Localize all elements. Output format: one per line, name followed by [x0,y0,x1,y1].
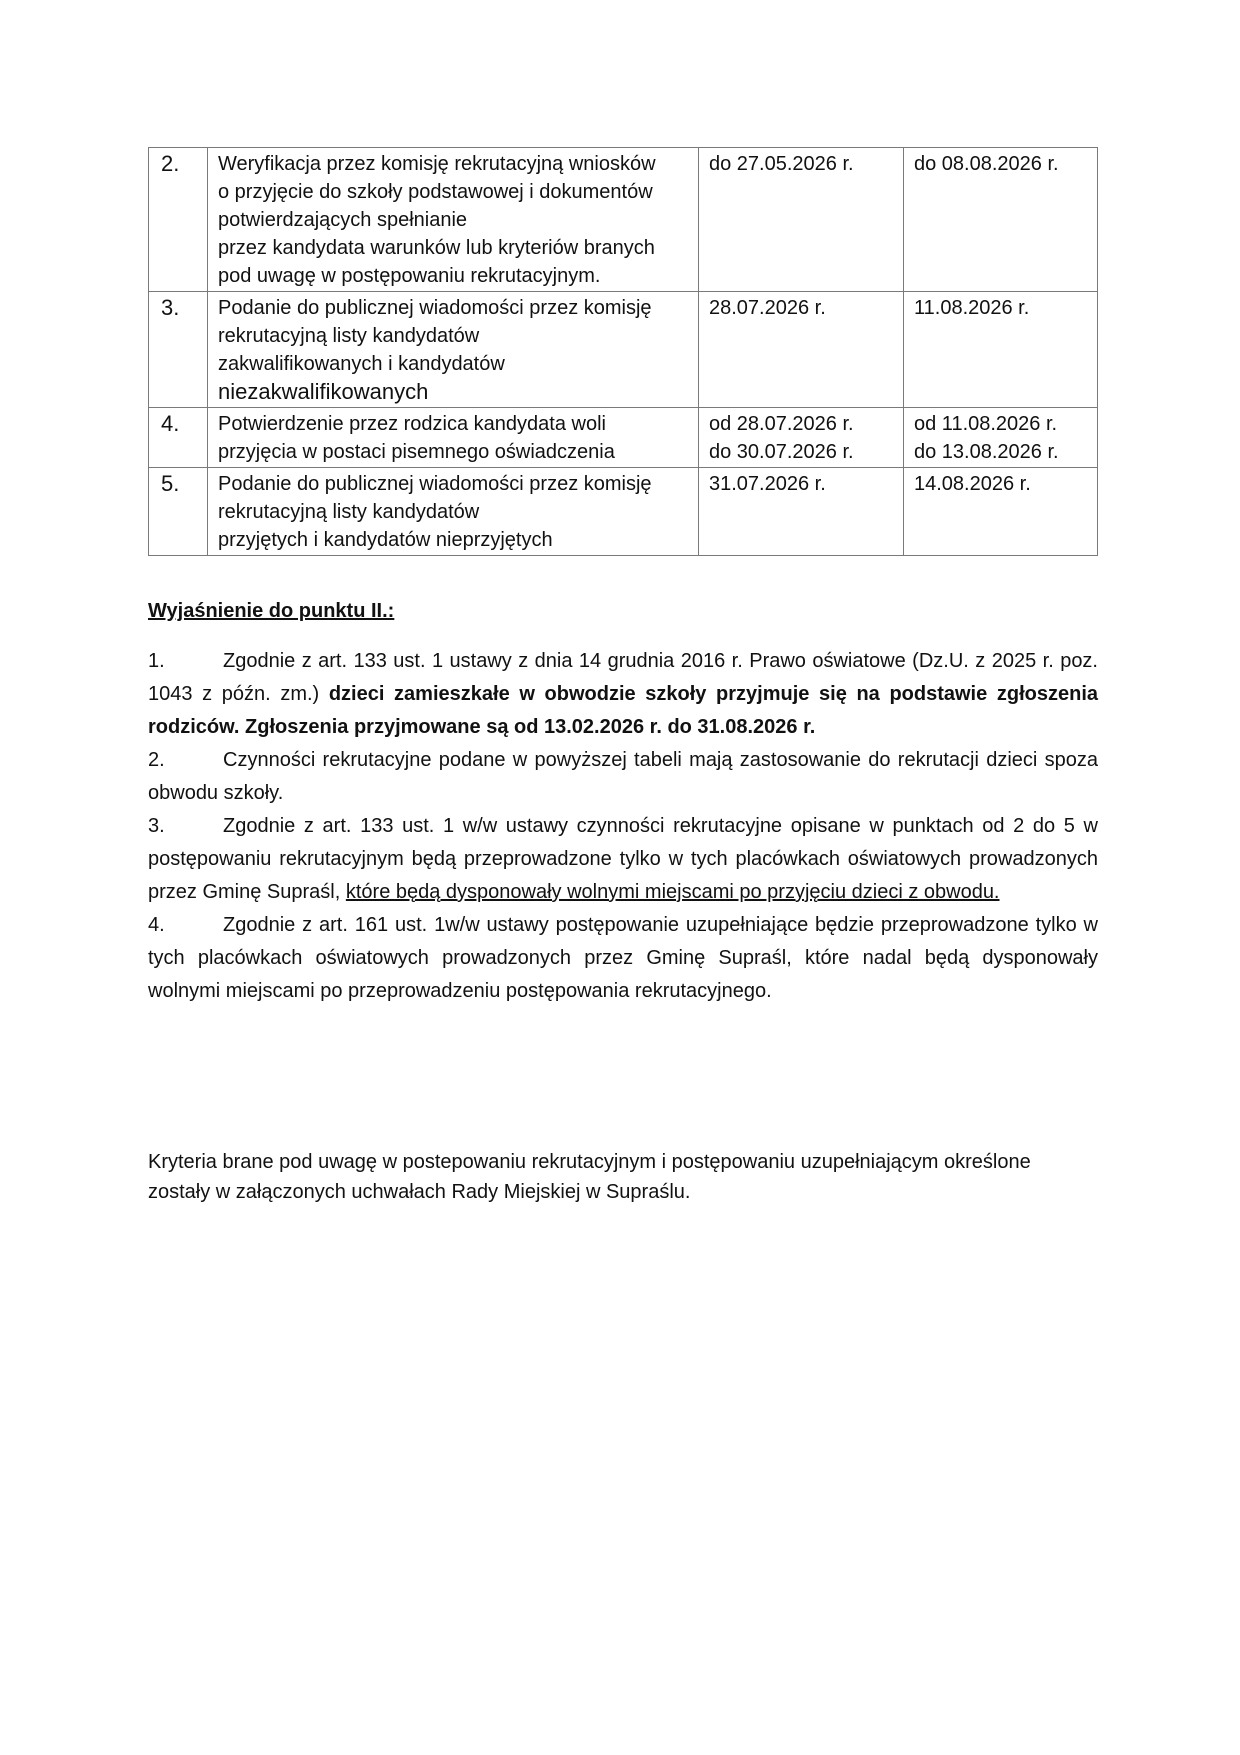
schedule-table-body [149,148,1098,556]
activity-description-cell-line: Potwierdzenie przez rodzica kandydata woli [218,413,606,435]
supplementary-date-cell-line: 11.08.2026 r. [914,297,1030,319]
activity-description-cell-line: rekrutacyjną listy kandydatów [218,325,480,347]
activity-description-cell-line: Weryfikacja przez komisję rekrutacyjną wniosków [218,153,656,175]
recruitment-date-cell-line: od 28.07.2026 r. [709,413,854,435]
supplementary-date-cell [904,408,1098,468]
explanation-item-3 [148,810,1098,909]
activity-description-cell-line: przyjętych i kandydatów nieprzyjętych [218,529,553,551]
activity-description-cell-line: potwierdzających spełnianie [218,209,468,231]
criteria-note-line-1: Kryteria brane pod uwagę w postepowaniu rekrutacyjnym i postępowaniu uzupełniającym określone [148,1151,1031,1173]
activity-description-cell [208,148,699,292]
explanation-item-number: 4. [148,914,165,936]
recruitment-date-cell [699,408,904,468]
activity-description-cell-line: przez kandydata warunków lub kryteriów branych [218,237,655,259]
explanation-item-1 [148,645,1098,744]
activity-description-cell [208,292,699,408]
supplementary-date-cell-line: do 08.08.2026 r. [914,153,1059,175]
explanation-item-text: Zgodnie z art. 133 ust. 1 ustawy z dnia 14 grudnia 2016 r. Prawo oświatowe (Dz.U. z 2025 r. poz. 1043 z późn. zm.) [148,650,1098,705]
supplementary-date-cell-line: od 11.08.2026 r. [914,413,1058,435]
activity-description-cell [208,408,699,468]
activity-description-cell [208,468,699,556]
activity-description-cell-line: o przyjęcie do szkoły podstawowej i dokumentów [218,181,653,203]
explanation-item-bold-text: dzieci zamieszkałe w obwodzie szkoły przyjmuje się na podstawie zgłoszenia rodziców. Zgłoszenia przyjmowane są od 13.02.2026 r. do 31.08.2026 r. [148,683,1098,738]
explanation-list [148,645,1098,1008]
row-number-cell: 3. [149,292,208,408]
criteria-note [148,1147,1098,1207]
explanation-item-number: 2. [148,749,165,771]
activity-description-cell-line: zakwalifikowanych i kandydatów [218,353,505,375]
recruitment-date-cell [699,468,904,556]
table-row [149,408,1098,468]
explanation-item-text: Zgodnie z art. 161 ust. 1w/w ustawy postępowanie uzupełniające będzie przeprowadzone tylko w tych placówkach oświatowych prowadzonych przez Gminę Supraśl, które nadal będą dysponowały wolnymi miejscami po przeprowadzeniu postępowania rekrutacyjnego. [148,914,1098,1002]
explanation-item-4 [148,909,1098,1008]
recruitment-date-cell-line: do 30.07.2026 r. [709,441,854,463]
recruitment-date-cell [699,292,904,408]
explanation-heading: Wyjaśnienie do punktu II.: [148,600,395,622]
activity-description-cell-line: pod uwagę w postępowaniu rekrutacyjnym. [218,265,601,287]
recruitment-schedule-table [148,147,1098,556]
explanation-item-number: 3. [148,815,165,837]
table-row [149,468,1098,556]
supplementary-date-cell-line: 14.08.2026 r. [914,473,1031,495]
recruitment-date-cell [699,148,904,292]
supplementary-date-cell-line: do 13.08.2026 r. [914,441,1059,463]
recruitment-date-cell-line: 28.07.2026 r. [709,297,826,319]
activity-description-cell-line: Podanie do publicznej wiadomości przez komisję [218,297,652,319]
table-row [149,292,1098,408]
supplementary-date-cell [904,468,1098,556]
activity-description-cell-line: Podanie do publicznej wiadomości przez komisję [218,473,652,495]
recruitment-date-cell-line: 31.07.2026 r. [709,473,826,495]
activity-description-cell-line: niezakwalifikowanych [218,379,429,404]
criteria-note-line-2: zostały w załączonych uchwałach Rady Miejskiej w Supraślu. [148,1181,691,1203]
activity-description-cell-line: rekrutacyjną listy kandydatów [218,501,480,523]
row-number-cell: 5. [149,468,208,556]
explanation-item-number: 1. [148,650,165,672]
activity-description-cell-line: przyjęcia w postaci pisemnego oświadczenia [218,441,615,463]
table-row [149,148,1098,292]
explanation-item-2 [148,744,1098,810]
recruitment-date-cell-line: do 27.05.2026 r. [709,153,854,175]
row-number-cell: 4. [149,408,208,468]
explanation-item-underlined-text: które będą dysponowały wolnymi miejscami po przyjęciu dzieci z obwodu. [345,881,1000,903]
supplementary-date-cell [904,292,1098,408]
explanation-item-text: Zgodnie z art. 133 ust. 1 w/w ustawy czynności rekrutacyjne opisane w punktach od 2 do 5 w postępowaniu rekrutacyjnym będą przeprowadzone tylko w tych placówkach oświatowych prowadzonych przez Gminę Supraśl, [148,815,1098,903]
supplementary-date-cell [904,148,1098,292]
row-number-cell: 2. [149,148,208,292]
explanation-item-text: Czynności rekrutacyjne podane w powyższej tabeli mają zastosowanie do rekrutacji dzieci spoza obwodu szkoły. [148,749,1098,804]
